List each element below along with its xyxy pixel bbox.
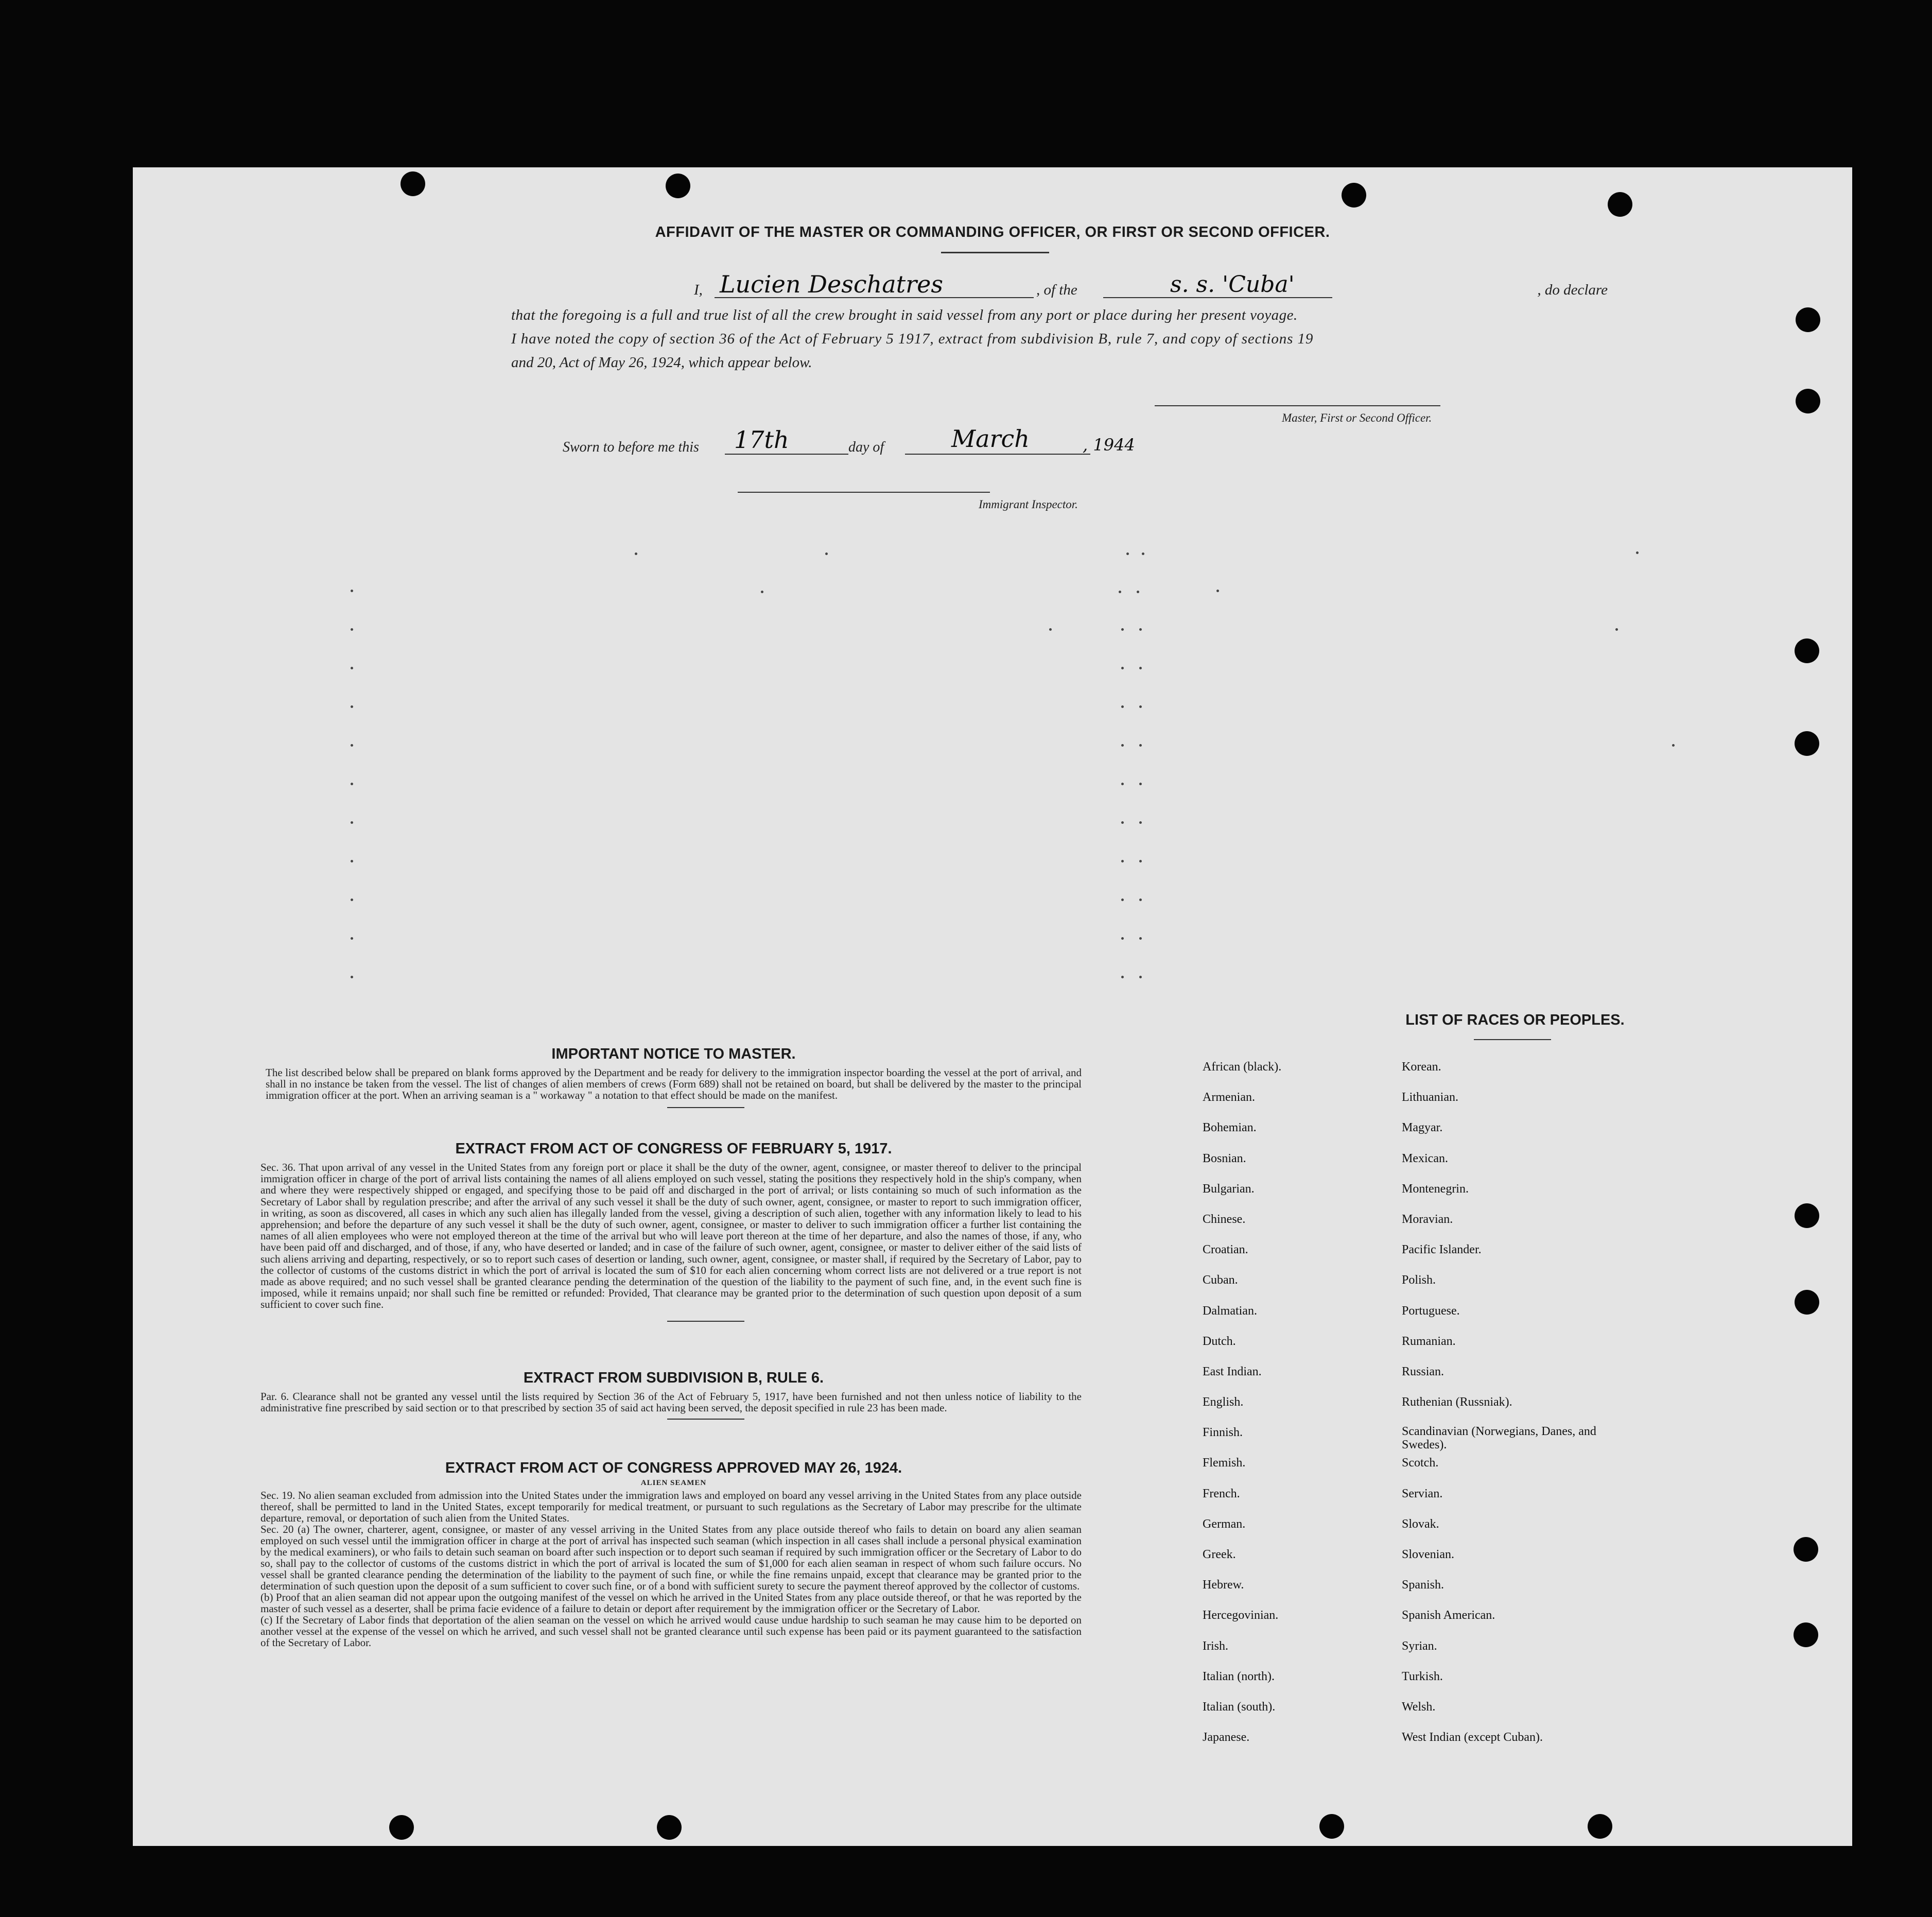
dot bbox=[1119, 591, 1121, 593]
race-item: Polish. bbox=[1402, 1273, 1436, 1287]
race-item: Rumanian. bbox=[1402, 1334, 1456, 1348]
race-item: Turkish. bbox=[1402, 1669, 1443, 1683]
punch-hole bbox=[666, 174, 690, 198]
race-item: Italian (north). bbox=[1203, 1669, 1275, 1683]
race-item: Servian. bbox=[1402, 1487, 1443, 1500]
dot bbox=[1121, 783, 1124, 785]
races-title: LIST OF RACES OR PEOPLES. bbox=[1405, 1012, 1625, 1028]
dot bbox=[1139, 705, 1142, 708]
race-item: Bohemian. bbox=[1203, 1121, 1257, 1135]
dot bbox=[1139, 783, 1142, 785]
race-item: Magyar. bbox=[1402, 1121, 1443, 1135]
race-item: Cuban. bbox=[1203, 1273, 1238, 1287]
race-item: Spanish. bbox=[1402, 1578, 1444, 1592]
race-item: Syrian. bbox=[1402, 1639, 1437, 1653]
punch-hole bbox=[401, 171, 425, 196]
dot bbox=[351, 744, 353, 747]
master-signature-line bbox=[1155, 405, 1440, 406]
do-declare-label: , do declare bbox=[1537, 282, 1608, 298]
affidavit-title: AFFIDAVIT OF THE MASTER OR COMMANDING OFFICER, OR FIRST OR SECOND OFFICER. bbox=[655, 224, 1330, 240]
race-item: Bulgarian. bbox=[1203, 1182, 1255, 1196]
vessel-line bbox=[1103, 297, 1332, 298]
race-item: Chinese. bbox=[1203, 1212, 1246, 1226]
of-the-label: , of the bbox=[1036, 282, 1077, 298]
race-item: Welsh. bbox=[1402, 1700, 1436, 1714]
extract-1917-rule bbox=[667, 1321, 744, 1322]
race-item: Ruthenian (Russniak). bbox=[1402, 1395, 1512, 1409]
race-item: Italian (south). bbox=[1203, 1700, 1276, 1714]
dot bbox=[351, 937, 353, 940]
race-item: Hercegovinian. bbox=[1203, 1609, 1279, 1622]
punch-hole bbox=[1342, 183, 1366, 208]
dot bbox=[825, 552, 828, 555]
punch-hole bbox=[1588, 1814, 1612, 1839]
extract-1924-p1: Sec. 19. No alien seaman excluded from admission into the United States under the immigration laws and employed on board any vessel arriving in the United States from any place outside thereof, shall be permitted to land in the United States, except temporarily for medical treatment, or pursuant to such regulations as the Secretary of Labor may prescribe for the ultimate departure, removal, or deportation of such alien from the United States. bbox=[260, 1489, 1082, 1524]
day-of-label: day of bbox=[848, 439, 884, 455]
extract-1917-body: Sec. 36. That upon arrival of any vessel in the United States from any foreign port or place it shall be the duty of the owner, agent, consignee, or master thereof to deliver to the principal immigration officer in charge of the port of arrival lists containing the names of all aliens employed on such vessel, stating the positions they respectively hold in the ship's company, when and where they were respectively shipped or engaged, and specifying those to be paid off and discharged in the port of arrival; or lists containing so much of such information as the Secretary of Labor shall by regulation prescribe; and after the arrival of any such vessel it shall be the duty of such owner, agent, consignee, or master to report to such immigration officer, in writing, as soon as discovered, all cases in which any such alien has illegally landed from the vessel, giving a description of such alien, together with any information likely to lead to his apprehension; and before the departure of any such vessel it shall be the duty of such owner, agent, consignee, or master to deliver to such immigration officer a further list containing the names of all alien employees who were not employed thereon at the time of the arrival but who will leave port thereon at the time of her departure, and also the names of those, if any, who have been paid off and discharged, and of those, if any, who have deserted or landed; and in case of the failure of such owner, agent, consignee, or master to deliver either of the said lists of such aliens arriving and departing, respectively, or so to report such cases of desertion or landing, such owner, agent, consignee, or master shall, if required by the Secretary of Labor, pay to the collector of customs of the customs district in which the port of arrival is located the sum of $10 for each alien concerning whom correct lists are not delivered or a true report is not made as above required; and no such vessel shall be granted clearance pending the determination of the question of the liability to the payment of such fine, and, in the event such fine is imposed, while it remains unpaid; nor shall such fine be remitted or refunded: Provided, That clearance may be granted prior to the determination of such question upon deposit of a sum sufficient to cover such fine. bbox=[260, 1161, 1082, 1311]
dot bbox=[1121, 628, 1124, 631]
punch-hole bbox=[389, 1815, 414, 1840]
extract-1924-p4: (c) If the Secretary of Labor finds that deportation of the alien seaman on the vessel on which he arrived would cause undue hardship to such seaman he may cause him to be deported on another vessel at the expense of the vessel on which he arrived, and such vessel shall not be granted clearance until such expense has been paid or its payment guaranteed to the satisfaction of the Secretary of Labor. bbox=[260, 1614, 1082, 1649]
race-item: Dalmatian. bbox=[1203, 1304, 1257, 1318]
notice-body: The list described below shall be prepared on blank forms approved by the Department and be ready for delivery to the immigration inspector boarding the vessel at the port of arrival, and shall in no instance be taken from the vessel. The list of changes of alien members of crews (Form 689) shall not be retained on board, but shall be delivered by the master to the principal immigration officer at the port. When an arriving seaman is a " workaway " a notation to that effect should be made on the manifest. bbox=[266, 1066, 1082, 1101]
race-item: French. bbox=[1203, 1487, 1240, 1500]
race-item: Scandinavian (Norwegians, Danes, and Swedes). bbox=[1402, 1425, 1596, 1452]
dot bbox=[351, 783, 353, 785]
dot bbox=[1139, 860, 1142, 862]
race-item: African (black). bbox=[1203, 1060, 1282, 1074]
subdivision-b-title: EXTRACT FROM SUBDIVISION B, RULE 6. bbox=[523, 1370, 824, 1386]
extract-1924-p2: Sec. 20 (a) The owner, charterer, agent, consignee, or master of any vessel arriving in the United States from any place outside thereof who fails to detain on board any alien seaman employed on such vessel until the immigration officer in charge at the port of arrival has inspected such seaman (which inspection in all cases shall include a personal physical examination by the medical examiners), or who fails to detain such seaman on board after such inspection or to deport such seaman if required by such immigration officer or the Secretary of Labor to do so, shall pay to the collector of customs of the customs district in which the port of arrival is located the sum of $1,000 for each alien seaman in respect of whom such failure occurs. No vessel shall be granted clearance pending the determination of the liability to the payment of such fine, or while the fine remains unpaid, except that clearance may be granted prior to the determination of such question upon the deposit of a sum sufficient to cover such fine, or of a bond with sufficient surety to secure the payment thereof approved by the collector of customs. bbox=[260, 1523, 1082, 1592]
dot bbox=[1121, 705, 1124, 708]
master-signature-caption: Master, First or Second Officer. bbox=[1282, 411, 1432, 424]
sworn-day-line bbox=[725, 454, 848, 455]
punch-hole bbox=[1794, 1622, 1818, 1647]
punch-hole bbox=[1795, 1203, 1819, 1228]
race-item: Japanese. bbox=[1203, 1731, 1250, 1745]
punch-hole bbox=[657, 1815, 682, 1840]
notice-rule bbox=[667, 1107, 744, 1108]
dot bbox=[351, 590, 353, 592]
inspector-caption: Immigrant Inspector. bbox=[979, 498, 1078, 511]
dot bbox=[1139, 667, 1142, 669]
race-item: Russian. bbox=[1402, 1365, 1444, 1378]
extract-1924-title: EXTRACT FROM ACT OF CONGRESS APPROVED MAY 26, 1924. bbox=[445, 1460, 902, 1476]
race-item: Montenegrin. bbox=[1402, 1182, 1469, 1196]
dot bbox=[351, 705, 353, 708]
notice-section bbox=[250, 1046, 1097, 1108]
subdivision-b-rule bbox=[667, 1419, 744, 1420]
extract-1917-section bbox=[250, 1141, 1097, 1322]
subdivision-b-body: Par. 6. Clearance shall not be granted any vessel until the lists required by Section 36 of the Act of February 5, 1917, have been furnished and not then unless notice of liability to the administrative fine prescribed by said section or to that prescribed by section 35 of said act having been served, the deposit specified in rule 23 has been made. bbox=[260, 1390, 1082, 1414]
dot bbox=[1121, 976, 1124, 978]
notice-title: IMPORTANT NOTICE TO MASTER. bbox=[551, 1046, 796, 1062]
master-name: Lucien Deschatres bbox=[720, 270, 943, 298]
dot bbox=[1139, 976, 1142, 978]
dot bbox=[1121, 860, 1124, 862]
race-item: Mexican. bbox=[1402, 1151, 1448, 1165]
document-page bbox=[133, 167, 1852, 1846]
extract-1924-subtitle: ALIEN SEAMEN bbox=[640, 1479, 707, 1487]
dot bbox=[351, 976, 353, 978]
i-label: I, bbox=[694, 282, 703, 298]
declaration-block bbox=[511, 270, 1608, 374]
title-rule bbox=[941, 252, 1049, 253]
dot bbox=[1672, 744, 1675, 747]
race-item: East Indian. bbox=[1203, 1365, 1262, 1378]
sworn-day: 17th bbox=[734, 426, 789, 454]
race-item: Slovenian. bbox=[1402, 1548, 1454, 1561]
race-item: Korean. bbox=[1402, 1060, 1441, 1074]
dot bbox=[1121, 667, 1124, 669]
dot bbox=[351, 821, 353, 824]
races-column-2 bbox=[1402, 1059, 1597, 1760]
subdivision-b-section bbox=[250, 1370, 1097, 1420]
dot bbox=[351, 899, 353, 901]
race-item: Irish. bbox=[1203, 1639, 1228, 1653]
sworn-month-line bbox=[905, 454, 1090, 455]
dot bbox=[1216, 590, 1219, 592]
punch-hole bbox=[1319, 1814, 1344, 1839]
declaration-line-1: that the foregoing is a full and true list of all the crew brought in said vessel from any port or place during her present voyage. bbox=[511, 307, 1298, 323]
race-item: Scotch. bbox=[1402, 1456, 1439, 1470]
race-item: Spanish American. bbox=[1402, 1609, 1495, 1622]
race-item: Armenian. bbox=[1203, 1091, 1255, 1104]
race-item: Pacific Islander. bbox=[1402, 1243, 1482, 1257]
dot bbox=[1121, 744, 1124, 747]
dot bbox=[1142, 552, 1144, 555]
dot bbox=[351, 628, 353, 631]
dot bbox=[761, 591, 763, 593]
race-item: Flemish. bbox=[1203, 1456, 1246, 1470]
extract-1917-title: EXTRACT FROM ACT OF CONGRESS OF FEBRUARY 5, 1917. bbox=[455, 1141, 892, 1157]
punch-hole bbox=[1794, 1537, 1818, 1562]
race-item: Hebrew. bbox=[1203, 1578, 1244, 1592]
race-item: Finnish. bbox=[1203, 1426, 1243, 1440]
dot bbox=[1615, 628, 1618, 631]
race-item: Moravian. bbox=[1402, 1212, 1453, 1226]
dot bbox=[635, 552, 637, 555]
race-item: Bosnian. bbox=[1203, 1151, 1246, 1165]
inspector-signature-line bbox=[738, 492, 990, 493]
declaration-line-2: I have noted the copy of section 36 of the Act of February 5 1917, extract from subdivision B, rule 7, and copy of sections 19 bbox=[511, 331, 1314, 347]
race-item: Dutch. bbox=[1203, 1334, 1236, 1348]
sworn-year: , 1944 bbox=[1083, 435, 1135, 455]
race-item: West Indian (except Cuban). bbox=[1402, 1731, 1543, 1745]
master-name-line bbox=[715, 297, 1034, 298]
race-item: German. bbox=[1203, 1517, 1246, 1531]
dot bbox=[1049, 628, 1052, 631]
dot bbox=[1139, 821, 1142, 824]
race-item: Croatian. bbox=[1203, 1243, 1248, 1257]
dot bbox=[1121, 937, 1124, 940]
race-item: Greek. bbox=[1203, 1548, 1236, 1561]
dot bbox=[1121, 821, 1124, 824]
vessel-name: s. s. 'Cuba' bbox=[1170, 271, 1295, 298]
dot bbox=[1139, 899, 1142, 901]
punch-hole bbox=[1796, 307, 1820, 332]
dot bbox=[1126, 552, 1129, 555]
dot bbox=[351, 667, 353, 669]
sworn-month: March bbox=[951, 425, 1030, 453]
punch-hole bbox=[1796, 389, 1820, 413]
dot bbox=[1636, 551, 1639, 554]
punch-hole bbox=[1608, 192, 1632, 217]
race-item: Slovak. bbox=[1402, 1517, 1439, 1531]
race-item: Lithuanian. bbox=[1402, 1091, 1458, 1104]
punch-hole bbox=[1795, 1290, 1819, 1315]
races-column-1 bbox=[1203, 1059, 1388, 1760]
race-item: English. bbox=[1203, 1395, 1244, 1409]
races-rule bbox=[1474, 1039, 1551, 1040]
sworn-label: Sworn to before me this bbox=[563, 439, 699, 455]
dot bbox=[1139, 744, 1142, 747]
dot bbox=[351, 860, 353, 862]
declaration-line-3: and 20, Act of May 26, 1924, which appear below. bbox=[511, 354, 812, 371]
dot bbox=[1137, 591, 1139, 593]
extract-1924-section bbox=[250, 1460, 1097, 1648]
dot bbox=[1139, 937, 1142, 940]
extract-1924-p3: (b) Proof that an alien seaman did not appear upon the outgoing manifest of the vessel on which he arrived in the United States from any place outside thereof, or that he was reported by the master of such vessel as a deserter, shall be prima facie evidence of a failure to detain or deport after requirement by the immigration officer or the Secretary of Labor. bbox=[260, 1591, 1082, 1615]
dot bbox=[1121, 899, 1124, 901]
race-item: Portuguese. bbox=[1402, 1304, 1460, 1318]
dot bbox=[1139, 628, 1142, 631]
